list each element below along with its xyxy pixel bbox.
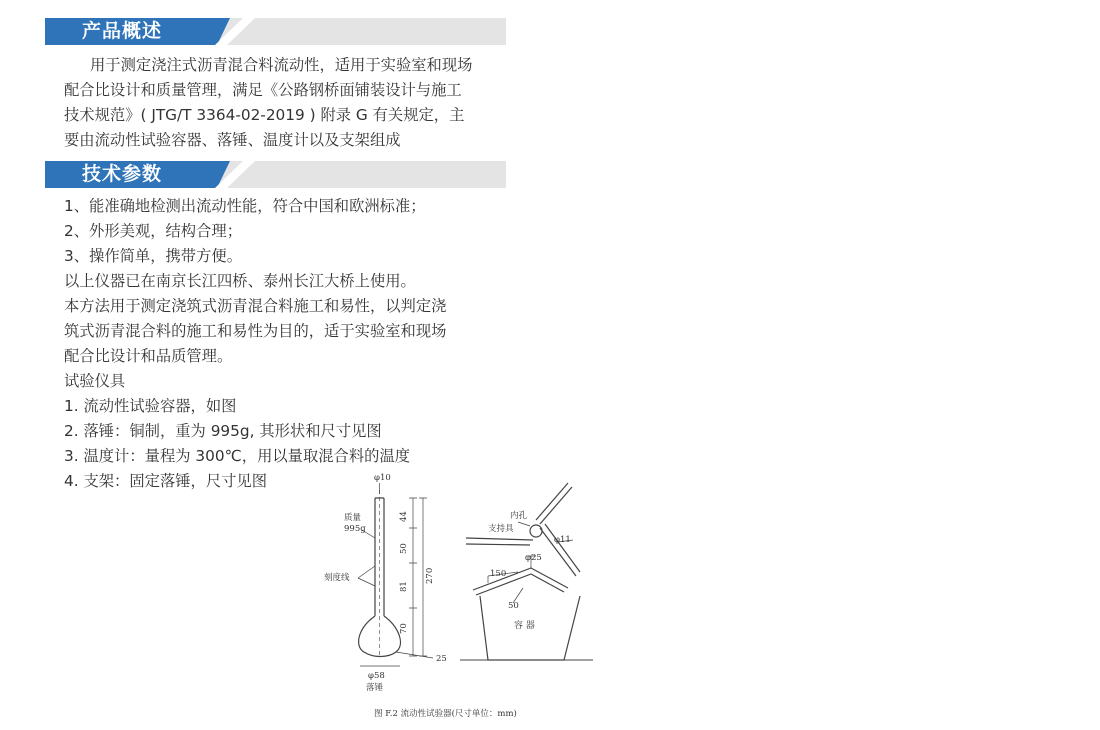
overview-line: 用于测定浇注式沥青混合料流动性，适用于实验室和现场 [90,56,473,74]
stand-dia-11: φ11 [554,535,571,545]
hammer-dim-3: 81 [399,581,409,592]
stand-support-label: 支持具 [488,524,514,534]
params-line: 3、操作简单，携带方便。 [64,247,242,265]
params-line: 试验仪具 [64,372,126,390]
params-line: 1、能准确地检测出流动性能，符合中国和欧洲标准； [64,197,426,215]
figure-drawing [318,468,618,726]
params-line: 本方法用于测定浇筑式沥青混合料施工和易性，以判定浇 [64,297,447,315]
hammer-bulb [359,616,401,657]
overview-line: 技术规范》( JTG/T 3364-02-2019 ) 附录 G 有关规定，主 [64,106,465,124]
section-title-params: 技术参数 [82,163,163,185]
params-line: 1. 流动性试验容器，如图 [64,397,237,415]
stand-left-arm [466,538,533,545]
overview-line: 配合比设计和质量管理，满足《公路钢桥面铺装设计与施工 [64,81,462,99]
hammer-scale-label: 刻度线 [324,573,350,583]
params-line: 2、外形美观，结构合理； [64,222,242,240]
hammer-top-dia: φ10 [374,473,391,483]
section-header-params [45,161,506,188]
overview-text [64,53,509,153]
overview-line: 要由流动性试验容器、落锤、温度计以及支架组成 [64,131,401,149]
hammer-bottom-dia: φ58 [368,671,385,681]
hammer-dim-2: 50 [399,543,409,554]
stand-top-arm [536,483,572,524]
hammer-bottom-dim: 25 [436,654,447,664]
params-line: 4. 支架：固定落锤，尺寸见图 [64,472,268,490]
stand-dim-50: 50 [508,601,519,611]
params-text [64,194,509,494]
hammer-dim-1: 44 [399,511,409,522]
flow-test-figure [318,468,618,726]
container-support [473,568,568,595]
hammer-mass-value: 995g [344,524,366,534]
stand-dia-25: φ25 [525,553,542,563]
container-label: 容 器 [514,621,535,631]
hammer-name: 落锤 [366,683,384,693]
params-line: 2. 落锤：铜制，重为 995g, 其形状和尺寸见图 [64,422,382,440]
stand-right-arm [540,524,580,576]
params-line: 筑式沥青混合料的施工和易性为目的，适于实验室和现场 [64,322,447,340]
stand-inner-hole: 内孔 [510,511,528,521]
params-line: 配合比设计和品质管理。 [64,347,233,365]
figure-caption: 图 F.2 流动性试验器(尺寸单位：mm) [374,709,517,719]
params-line: 3. 温度计：量程为 300℃，用以量取混合料的温度 [64,447,411,465]
params-line: 以上仪器已在南京长江四桥、泰州长江大桥上使用。 [64,272,416,290]
section-title-overview: 产品概述 [82,20,163,42]
hammer-dim-4: 70 [399,623,409,634]
stand-dim-150: 150 [490,569,507,579]
hammer-mass-label: 质量 [344,513,362,523]
section-header-overview [45,18,506,45]
hammer-dim-total: 270 [425,567,435,584]
